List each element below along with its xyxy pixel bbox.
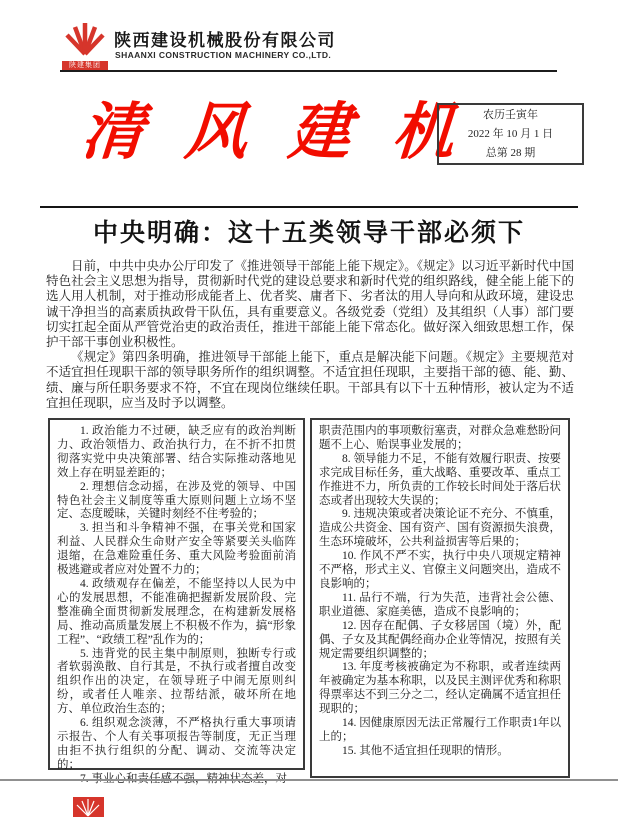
intro-paragraph: 日前，中共中央办公厅印发了《推进领导干部能上能下规定》。《规定》以习近平新时代中国特色社会主义思想为指导，贯彻新时代党的建设总要求和新时代党的组织路线，健全能上能下的选人用人机制，对于推动形成能者上、优者奖、庸者下、劣者汰的用人导向和从政环境，建设忠诚干净担当的高素质执政骨干队伍，具有重要意义。各级党委（党组）及其组织（人事）部门要切实扛起全面从严管党治吏的政治责任，推进干部能上能下常态化。做好深入细致思想工作，保护干部干事创业积极性。 [46, 259, 574, 350]
list-item: 2. 理想信念动摇，在涉及党的领导、中国特色社会主义制度等重大原则问题上立场不坚定、态度暧昧，关键时刻经不住考验的； [57, 480, 296, 521]
list-item: 4. 政绩观存在偏差，不能坚持以人民为中心的发展思想，不能准确把握新发展阶段、完整准确全面贯彻新发展理念，在构建新发展格局、推动高质量发展上不积极不作为，搞“形象工程”、“政绩工程”乱作为的； [57, 577, 296, 646]
issue-info-box [437, 103, 584, 165]
sunrise-rays-logo-icon [73, 797, 104, 817]
company-logo [62, 21, 108, 71]
list-item: 1. 政治能力不过硬，缺乏应有的政治判断力、政治领悟力、政治执行力，在不折不扣贯彻落实党中央决策部署、结合实际推动落地见效上存在明显差距的； [57, 425, 296, 479]
list-item: 6. 组织观念淡薄，不严格执行重大事项请示报告、个人有关事项报告等制度，无正当理由拒不执行组织的分配、调动、交流等决定的； [57, 717, 296, 771]
list-item: 11. 品行不端，行为失范，违背社会公德、职业道德、家庭美德，造成不良影响的； [319, 591, 561, 618]
list-item: 15. 其他不适宜担任现职的情形。 [342, 744, 509, 757]
list-item: 12. 因存在配偶、子女移居国（境）外，配偶、子女及其配偶经商办企业等情况，按照有关规定需要组织调整的； [319, 619, 561, 660]
list-item: 13. 年度考核被确定为不称职，或者连续两年被确定为基本称职，以及民主测评优秀和称职得票率达不到三分之二，经认定确属不适宜担任现职的； [319, 661, 561, 716]
left-column-box [48, 418, 305, 770]
company-name-cn: 陕西建设机械股份有限公司 [114, 31, 336, 50]
list-item: 9. 违规决策或者决策论证不充分、不慎重，造成公共资金、国有资产、国有资源损失浪费，生态环境破坏，公共利益损害等后果的； [319, 508, 561, 549]
issue-date: 2022 年 10 月 1 日 [467, 127, 554, 140]
list-item: 3. 担当和斗争精神不强，在事关党和国家利益、人民群众生命财产安全等紧要关头临阵退缩，在急难险重任务、重大风险考验面前消极逃避或者应对处置不力的； [57, 522, 296, 577]
list-item: 5. 违背党的民主集中制原则，独断专行或者软弱涣散、自行其是，不执行或者擅自改变组织作出的决定，在领导班子中闹无原则纠纷，或者任人唯亲、拉帮结派，破坏所在地方、单位政治生态的； [57, 647, 296, 716]
list-item: 10. 作风不严不实，执行中央八项规定精神不严格，形式主义、官僚主义问题突出，造成不良影响的； [319, 550, 561, 590]
sunrise-rays-logo-icon [62, 21, 108, 55]
list-item: 8. 领导能力不足，不能有效履行职责、按要求完成目标任务，重大战略、重要改革、重点工作推进不力，所负责的工作较长时间处于落后状态或者出现较大失误的； [319, 452, 561, 507]
header-divider [60, 70, 557, 72]
article-intro [46, 259, 574, 411]
footer-divider [0, 779, 618, 781]
logo-label: 陕建集团 [62, 61, 108, 71]
article-headline: 中央明确：这十五类领导干部必须下 [92, 220, 525, 247]
list-item: 职责范围内的事项敷衍塞责，对群众急难愁盼问题不上心、贻误事业发展的； [319, 425, 561, 451]
masthead-title: 清 风 建 机 [79, 99, 470, 167]
company-name-en: SHAANXI CONSTRUCTION MACHINERY CO.,LTD. [115, 50, 332, 60]
article-top-divider [40, 206, 578, 208]
intro-paragraph: 《规定》第四条明确，推进领导干部能上能下，重点是解决能下问题。《规定》主要规范对不适宜担任现职干部的领导职务所作的组织调整。不适宜担任现职，主要指干部的德、能、勤、绩、廉与所任职务要求不符，不宜在现岗位继续任职。干部具有以下十五种情形，被认定为不适宜担任现职，应当及时予以调整。 [46, 350, 574, 410]
lunar-year: 农历壬寅年 [483, 108, 538, 121]
list-item: 14. 因健康原因无法正常履行工作职责1年以上的； [319, 717, 561, 743]
footer-logo-stamp [73, 797, 104, 817]
right-column-box [310, 418, 570, 778]
issue-number: 总第 28 期 [485, 146, 536, 159]
